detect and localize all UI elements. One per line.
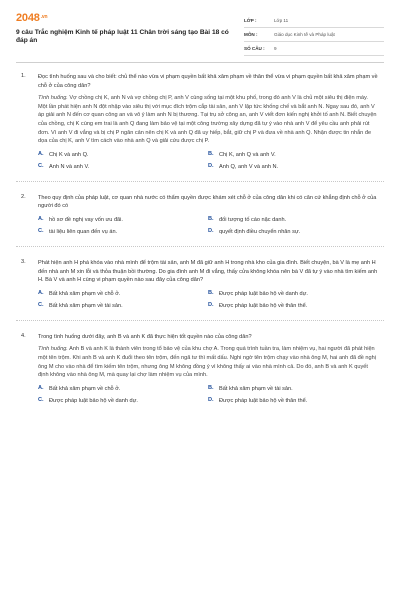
option-a[interactable] — [38, 216, 208, 224]
logo-tld: .vn — [40, 14, 48, 20]
option-text: quyết định điều chuyển nhân sự. — [219, 228, 301, 235]
option-text: Được pháp luật bảo hộ về danh dự. — [219, 290, 308, 297]
question-divider — [16, 181, 384, 182]
option-letter: C. — [38, 301, 44, 308]
question-2 — [16, 194, 384, 236]
meta-key-count: SỐ CÂU : — [244, 46, 265, 51]
option-text: đối tượng tố cáo nặc danh. — [219, 216, 287, 223]
scenario-text: Anh B và anh K là thành viên trong tổ bảo vệ của khu chợ A. Trong quá trình tuần tra, làm nhiệm vụ, hai người đã phát hiện một tên trộm. Khi anh B và anh K đuổi theo tên trộm, đến ngã tư thì mất dấu. Nghi ngờ tên trộm chạy vào nhà ông M, hai anh đã đề nghị ông M cho vào nhà để tìm kiếm tên trộm, nhưng ông M không đồng ý vì không thấy ai vào nhà mình cả. Do đó, anh B và anh K quyết định không vào nhà ông M, mà quay lại chợ làm nhiệm vụ của mình. — [38, 346, 376, 379]
logo-main: 2048 — [16, 12, 40, 24]
question-divider — [16, 320, 384, 321]
question-4 — [16, 333, 384, 405]
option-d[interactable] — [208, 397, 378, 405]
answer-options — [38, 216, 378, 236]
meta-row-count — [244, 42, 384, 56]
option-b[interactable] — [208, 151, 378, 159]
option-text: Được pháp luật bảo hộ về thân thể. — [219, 302, 308, 309]
option-letter: A. — [38, 150, 44, 157]
option-c[interactable] — [38, 163, 208, 171]
option-d[interactable] — [208, 228, 378, 236]
option-letter: C. — [38, 396, 44, 403]
option-letter: B. — [208, 150, 214, 157]
scenario-label: Tình huống. — [38, 346, 68, 353]
option-b[interactable] — [208, 290, 378, 298]
option-a[interactable] — [38, 290, 208, 298]
question-number: 3. — [21, 258, 26, 265]
option-letter: D. — [208, 227, 214, 234]
meta-value-subject: Giáo dục Kinh tế và Pháp luật — [274, 32, 335, 37]
meta-row-subject — [244, 28, 384, 42]
option-letter: D. — [208, 301, 214, 308]
option-text: Anh Q, anh V và anh N. — [219, 163, 279, 170]
option-letter: D. — [208, 162, 214, 169]
question-text: Phát hiện anh H phá khóa vào nhà mình để trộm tài sản, anh M đã giữ anh H trong nhà kho của gia đình. Biết chuyện, bà V là mẹ anh H đến nhà anh M xin lỗi và thỏa thuận bồi thường. Do gia đình anh M đi vắng, thấy cửa không khóa nên bà V đã tự ý vào nhà tìm kiếm anh H. Bà V và anh H cùng vi phạm quyền nào sau đây của công dân? — [38, 259, 378, 284]
question-text: Đọc tình huống sau và cho biết: chủ thể nào vừa vi phạm quyền bất khả xâm phạm về thân thể vừa vi phạm quyền bất khả xâm phạm về chỗ ở của công dân? — [38, 74, 378, 89]
option-text: Được pháp luật bảo hộ về danh dự. — [49, 397, 138, 404]
option-d[interactable] — [208, 163, 378, 171]
option-text: Bất khả xâm phạm về tài sản. — [219, 385, 293, 392]
document-header — [16, 12, 384, 56]
question-text: Theo quy định của pháp luật, cơ quan nhà nước có thẩm quyền được khám xét chỗ ở của công dân khi có căn cứ khẳng định chỗ ở của người đó có — [38, 194, 377, 210]
option-text: Bất khả xâm phạm về chỗ ở. — [49, 290, 121, 297]
option-d[interactable] — [208, 302, 378, 310]
answer-options — [38, 151, 378, 171]
scenario-text: Vợ chồng chị K, anh N và vợ chồng chị P, anh V cùng sống tại một khu phố, trong đó anh V là chủ một siêu thị điện máy. Một lần phát hiện anh N đột nhập vào siêu thị với mục đích trộm cắp tài sản, anh V lập tức khống chế và bắt anh N. Ngay sau đó, anh V áp giải anh N đến cơ quan công an và vô ý làm anh N bị thương. Tại trụ sở công an, anh V viết đơn kiến nghị khởi tố anh N. Biết chuyện của chồng, chị K cùng em trai là anh Q đang làm bảo vệ tại một công trường xây dựng đã tự ý vào nhà anh V để yêu cầu anh phải rút đơn. Vì anh V đi vắng và bị chị P ngăn cản nên chị K và anh Q đã uy hiếp, bắt, giữ chị P và đưa về nhà anh Q. Nhận được tin nhắn đe dọa của chị K, anh V tìm cách vào nhà anh Q và giải cứu được chị P. — [38, 95, 377, 145]
meta-key-class: LỚP : — [244, 18, 257, 23]
question-text: Trong tình huống dưới đây, anh B và anh K đã thực hiện tốt quyền nào của công dân? — [38, 333, 252, 340]
site-logo[interactable] — [16, 12, 231, 24]
document-title: 9 câu Trắc nghiệm Kinh tế pháp luật 11 Chân trời sáng tạo Bài 18 có đáp án — [16, 29, 229, 45]
option-text: Bất khả xâm phạm về chỗ ở. — [49, 385, 121, 392]
option-letter: D. — [208, 396, 214, 403]
meta-row-class — [244, 14, 384, 28]
option-letter: B. — [208, 289, 214, 296]
option-letter: A. — [38, 384, 44, 391]
option-letter: C. — [38, 227, 44, 234]
question-scenario — [38, 94, 378, 146]
option-c[interactable] — [38, 302, 208, 310]
question-number: 2. — [21, 193, 26, 200]
option-a[interactable] — [38, 151, 208, 159]
option-text: Bất khả xâm phạm về tài sản. — [49, 302, 123, 309]
option-text: Được pháp luật bảo hộ về thân thể. — [219, 397, 308, 404]
option-text: Anh N và anh V. — [49, 163, 90, 170]
meta-key-subject: MÔN : — [244, 32, 258, 37]
option-letter: A. — [38, 289, 44, 296]
meta-table — [244, 14, 384, 56]
option-text: Chị K và anh Q. — [49, 151, 89, 158]
option-a[interactable] — [38, 385, 208, 393]
option-letter: B. — [208, 384, 214, 391]
question-3 — [16, 259, 384, 310]
header-divider — [16, 62, 384, 63]
option-c[interactable] — [38, 228, 208, 236]
meta-value-class: Lớp 11 — [274, 18, 289, 23]
option-letter: C. — [38, 162, 44, 169]
answer-options — [38, 385, 378, 405]
option-text: Chị K, anh Q và anh V. — [219, 151, 276, 158]
option-text: hồ sơ đề nghị vay vốn ưu đãi. — [49, 216, 123, 223]
option-b[interactable] — [208, 216, 378, 224]
scenario-label: Tình huống. — [38, 95, 68, 102]
meta-value-count: 9 — [274, 46, 277, 51]
question-1 — [16, 73, 384, 171]
option-letter: A. — [38, 215, 44, 222]
option-b[interactable] — [208, 385, 378, 393]
answer-options — [38, 290, 378, 310]
option-c[interactable] — [38, 397, 208, 405]
header-left — [16, 12, 231, 56]
option-letter: B. — [208, 215, 214, 222]
question-scenario — [38, 345, 378, 379]
question-number: 4. — [21, 332, 26, 339]
question-number: 1. — [21, 73, 26, 79]
option-text: tài liệu liên quan đến vụ án. — [49, 228, 118, 235]
question-divider — [16, 246, 384, 247]
